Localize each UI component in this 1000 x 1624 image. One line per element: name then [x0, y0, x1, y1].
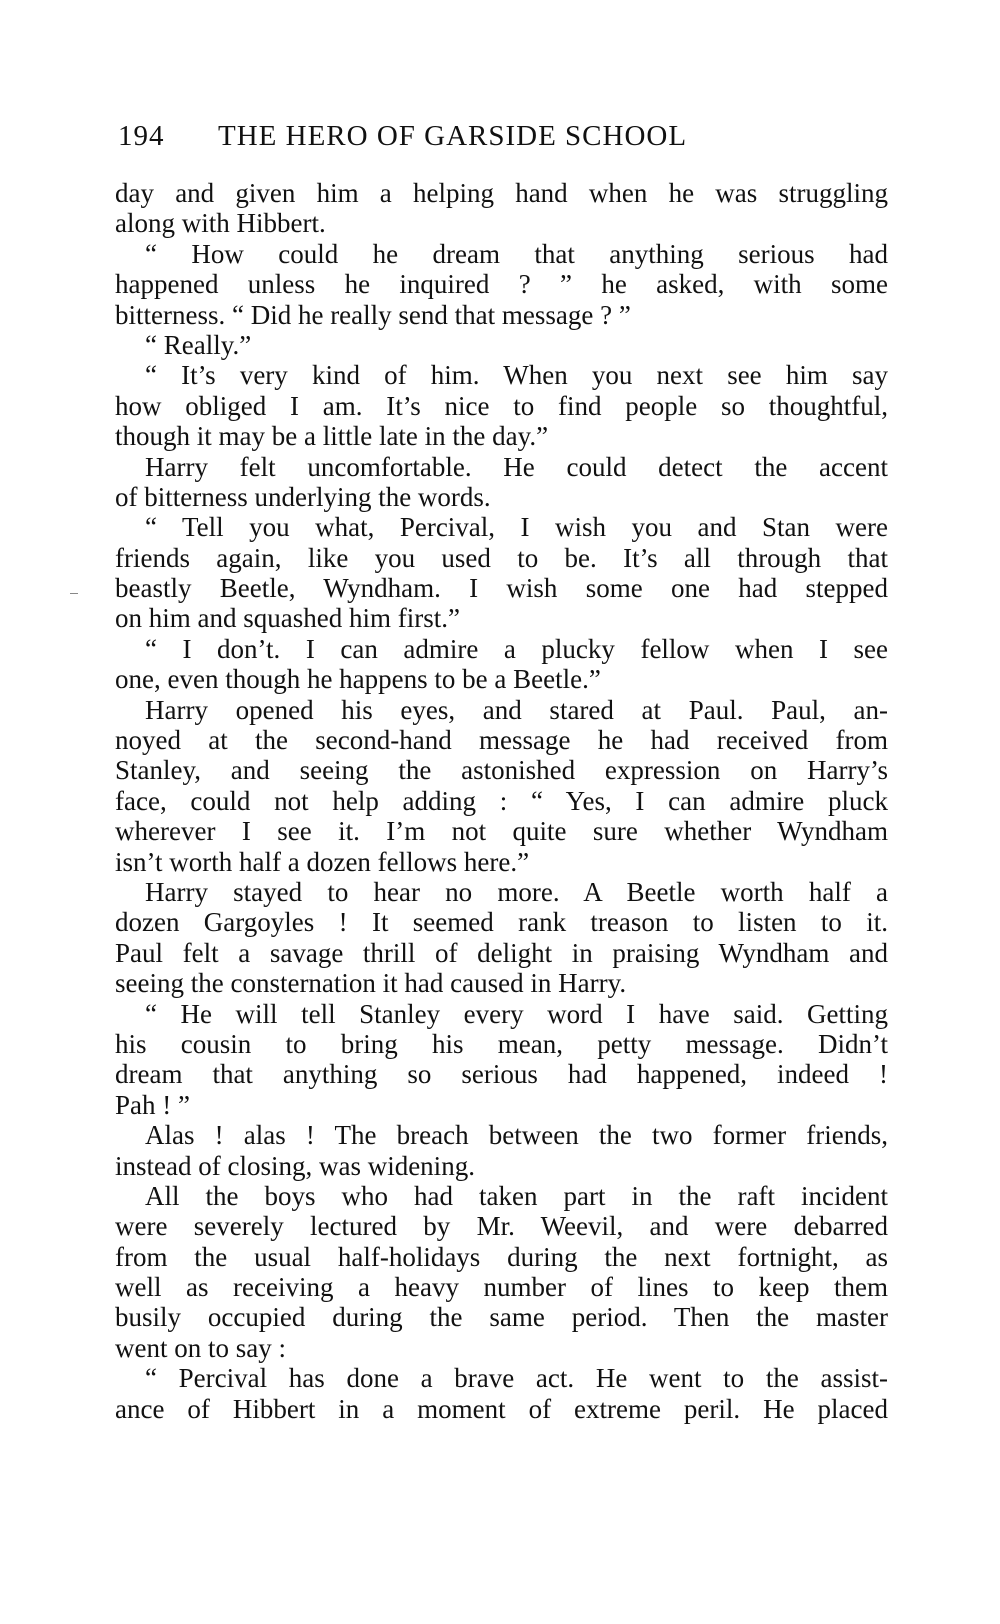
- text-line: Stanley, and seeing the astonished expression on Harry’s: [115, 755, 888, 786]
- text-line: dozen Gargoyles ! It seemed rank treason to listen to it.: [115, 907, 888, 938]
- text-line: Alas ! alas ! The breach between the two former friends,: [145, 1120, 888, 1151]
- running-head: [118, 116, 888, 156]
- text-line: Harry felt uncomfortable. He could detect the accent: [145, 451, 888, 482]
- text-line: happened unless he inquired ? ” he asked, with some: [115, 269, 888, 300]
- text-line: of bitterness underlying the words.: [115, 481, 491, 512]
- text-line: instead of closing, was widening.: [115, 1150, 475, 1181]
- text-line: ance of Hibbert in a moment of extreme peril. He placed: [115, 1393, 888, 1424]
- text-line: on him and squashed him first.”: [115, 603, 460, 634]
- margin-mark: [70, 593, 78, 594]
- text-line: went on to say :: [115, 1332, 286, 1363]
- text-line: “ Really.”: [145, 329, 252, 360]
- text-line: Harry stayed to hear no more. A Beetle worth half a: [145, 876, 888, 907]
- text-line: his cousin to bring his mean, petty message. Didn’t: [115, 1028, 888, 1059]
- text-line: “ He will tell Stanley every word I have said. Getting: [145, 998, 888, 1029]
- text-line: bitterness. “ Did he really send that message ? ”: [115, 299, 631, 330]
- text-line: along with Hibbert.: [115, 208, 326, 239]
- text-line: busily occupied during the same period. Then the master: [115, 1302, 888, 1333]
- text-line: day and given him a helping hand when he was struggling: [115, 178, 888, 208]
- text-line: Harry opened his eyes, and stared at Paul. Paul, an-: [145, 694, 888, 725]
- text-line: from the usual half-holidays during the next fortnight, as: [115, 1241, 888, 1272]
- text-line: dream that anything so serious had happened, indeed !: [115, 1059, 888, 1090]
- body-text: [115, 178, 888, 1424]
- text-line: All the boys who had taken part in the raft incident: [145, 1180, 888, 1211]
- text-line: “ Tell you what, Percival, I wish you and Stan were: [145, 512, 888, 543]
- text-line: Paul felt a savage thrill of delight in praising Wyndham and: [115, 937, 888, 968]
- text-line: “ Percival has done a brave act. He went to the assist-: [145, 1363, 888, 1394]
- page-number: 194: [118, 120, 165, 152]
- text-line: face, could not help adding : “ Yes, I can admire pluck: [115, 785, 888, 816]
- text-line: though it may be a little late in the day.”: [115, 421, 549, 452]
- text-line: isn’t worth half a dozen fellows here.”: [115, 846, 530, 877]
- text-line: well as receiving a heavy number of lines to keep them: [115, 1272, 888, 1303]
- text-line: Pah ! ”: [115, 1089, 190, 1120]
- text-line: noyed at the second-hand message he had received from: [115, 725, 888, 756]
- text-line: “ It’s very kind of him. When you next see him say: [145, 360, 888, 391]
- running-title: THE HERO OF GARSIDE SCHOOL: [218, 120, 688, 152]
- text-line: beastly Beetle, Wyndham. I wish some one had stepped: [115, 573, 888, 604]
- text-line: wherever I see it. I’m not quite sure whether Wyndham: [115, 816, 888, 847]
- text-line: friends again, like you used to be. It’s all through that: [115, 542, 888, 573]
- text-line: were severely lectured by Mr. Weevil, and were debarred: [115, 1211, 888, 1242]
- text-line: seeing the consternation it had caused in Harry.: [115, 968, 627, 999]
- text-line: “ I don’t. I can admire a plucky fellow when I see: [145, 633, 888, 664]
- text-line: one, even though he happens to be a Beetle.”: [115, 664, 601, 695]
- text-line: “ How could he dream that anything serious had: [145, 238, 888, 269]
- text-line: how obliged I am. It’s nice to find people so thoughtful,: [115, 390, 888, 421]
